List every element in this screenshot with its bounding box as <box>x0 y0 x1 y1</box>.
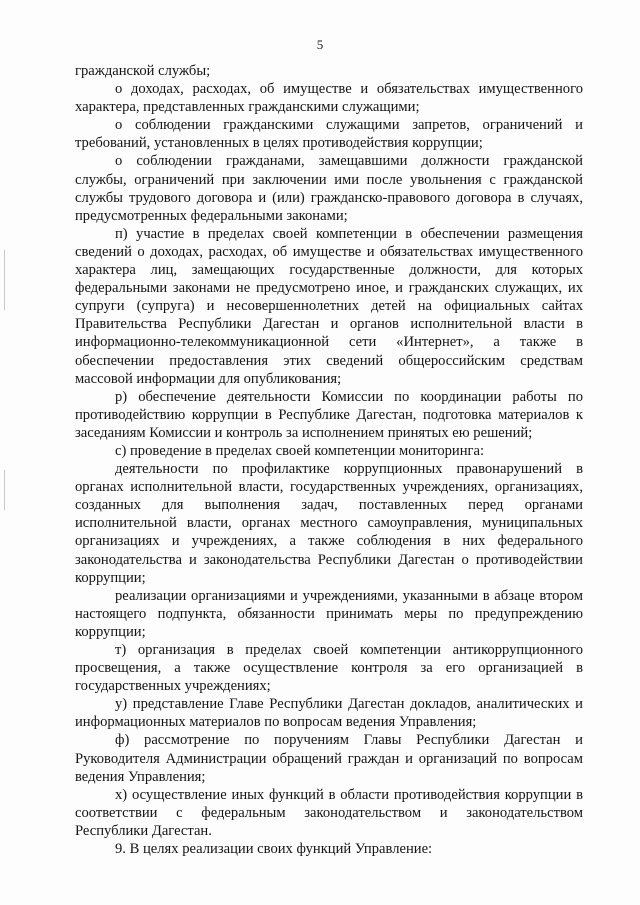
page-number: 5 <box>316 37 324 52</box>
scan-margin-mark <box>4 470 5 510</box>
scan-margin-mark <box>4 250 5 310</box>
paragraph: х) осуществление иных функций в области противодействия коррупции в соответствии с федеральным законодательством и законодательством Республики Дагестан. <box>75 786 583 839</box>
paragraph: т) организация в пределах своей компетенции антикоррупционного просвещения, а также осуществление контроля за его организацией в государственных учреждениях; <box>75 642 583 695</box>
paragraph: с) проведение в пределах своей компетенции мониторинга: <box>115 442 485 459</box>
paragraph: р) обеспечение деятельности Комиссии по координации работы по противодействию коррупции в Республике Дагестан, подготовка материалов к заседаниям Комиссии и контроль за исполнением принятых ею решений; <box>75 388 583 441</box>
paragraph: 9. В целях реализации своих функций Управление: <box>115 841 433 858</box>
paragraph: ф) рассмотрение по поручениям Главы Республики Дагестан и Руководителя Администрации обращений граждан и организаций по вопросам ведения Управления; <box>75 732 583 785</box>
paragraph: о соблюдении гражданами, замещавшими должности гражданской службы, ограничений при заключении ими после увольнения с гражданской службы трудового договора и (или) гражданско-правового договора в случаях, предусмотренных федеральными законами; <box>75 153 583 224</box>
document-body <box>75 62 583 858</box>
paragraph: деятельности по профилактике коррупционных правонарушений в органах исполнительной власти, государственных учреждениях, организациях, созданных для выполнения задач, поставленных перед органами исполнительной власти, органах местного самоуправления, муниципальных организациях и учреждениях, а также соблюдения в них федерального законодательства и законодательства Республики Дагестан о противодействии коррупции; <box>75 461 583 586</box>
paragraph: гражданской службы; <box>75 63 211 79</box>
paragraph: о доходах, расходах, об имуществе и обязательствах имущественного характера, представленных гражданскими служащими; <box>75 81 583 116</box>
paragraph: у) представление Главе Республики Дагестан докладов, аналитических и информационных материалов по вопросам ведения Управления; <box>75 696 583 731</box>
paragraph: о соблюдении гражданскими служащими запретов, ограничений и требований, установленных в целях противодействия коррупции; <box>75 117 583 152</box>
paragraph: п) участие в пределах своей компетенции в обеспечении размещения сведений о доходах, расходах, об имуществе и обязательствах имущественного характера лиц, замещающих государственные должности, для которых федеральными законами не предусмотрено иное, и гражданских служащих, их супруги (супруга) и несовершеннолетних детей на официальных сайтах Правительства Республики Дагестан и органов исполнительной власти в информационно-телекоммуникационной сети «Интернет», а также в обеспечении предоставления этих сведений общероссийским средствам массовой информации для опубликования; <box>75 225 583 387</box>
paragraph: реализации организациями и учреждениями, указанными в абзаце втором настоящего подпункта, обязанности принимать меры по предупреждению коррупции; <box>75 587 583 640</box>
